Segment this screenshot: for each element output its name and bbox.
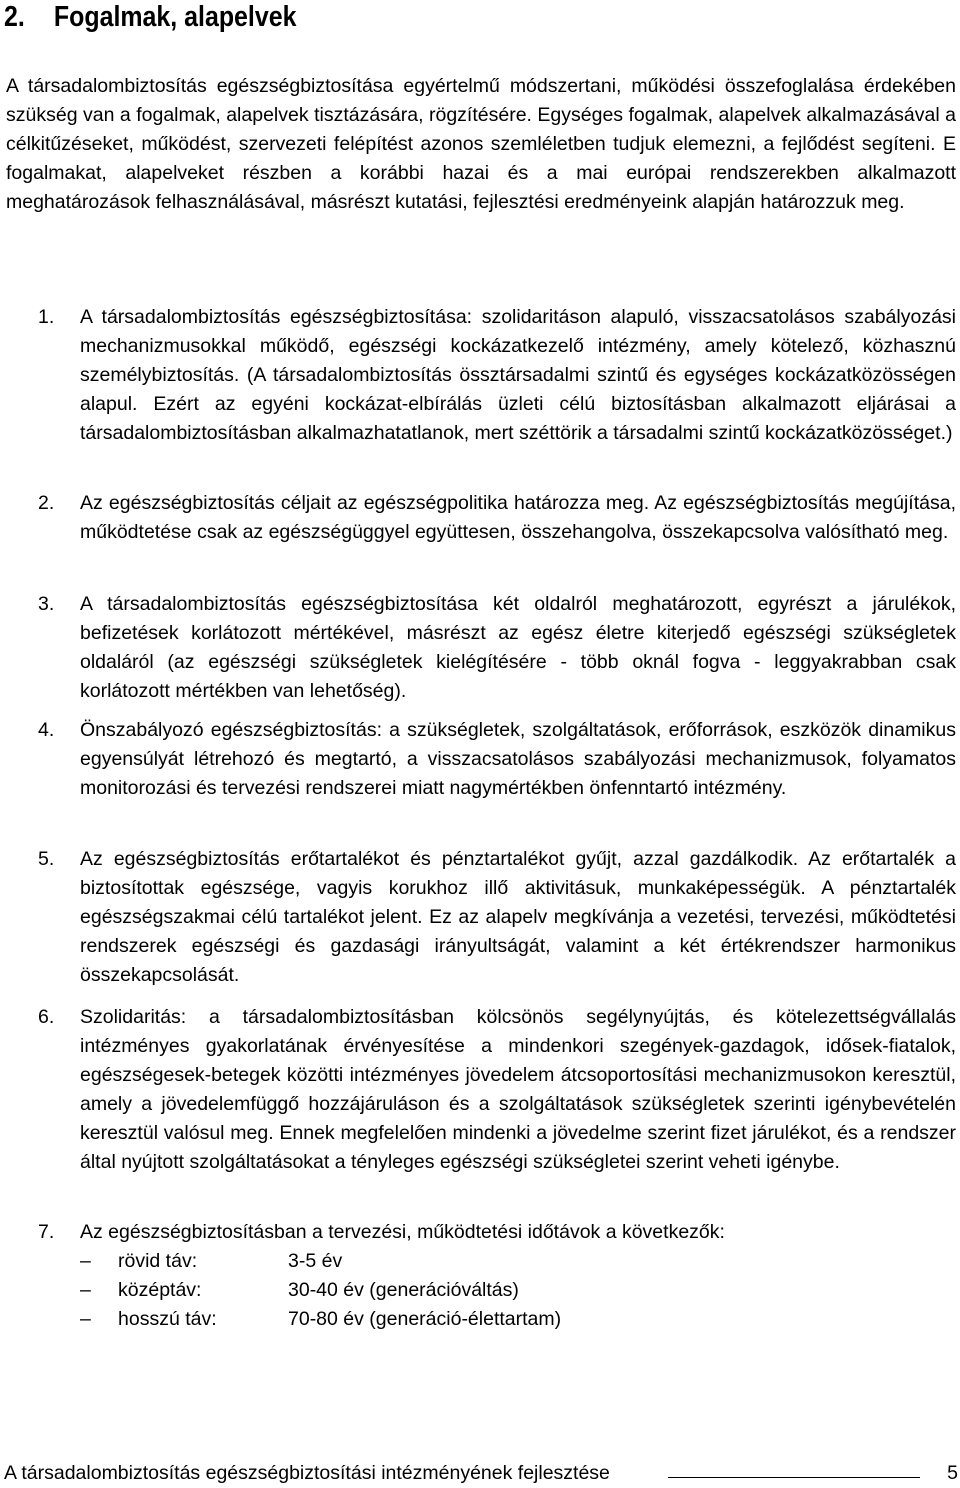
section-number: 2. [4, 1, 25, 33]
dash-bullet: – [80, 1279, 91, 1301]
list-item-number: 5. [38, 848, 55, 870]
list-item-text: Az egészségbiztosításban a tervezési, működtetési időtávok a következők: [80, 1221, 725, 1243]
section-heading [4, 0, 296, 34]
list-item-text: Az egészségbiztosítás erőtartalékot és pénztartalékot gyűjt, azzal gazdálkodik. Az erőtartalék a biztosítottak egészsége, vagyis korukhoz illő aktivitásuk, munkaképességük. A pénztartalék egészségszakmai célú tartalékot jelent. Ez az alapelv megkívánja a vezetési, tervezési, működtetési rendszerek egészségi és gazdasági irányultságát, valamint a két értékrendszer harmonikus összekapcsolását. [80, 848, 956, 986]
dash-bullet: – [80, 1250, 91, 1272]
list-item-text: Önszabályozó egészségbiztosítás: a szükségletek, szolgáltatások, erőforrások, eszközök dinamikus egyensúlyát létrehozó és megtartó, a visszacsatolásos szabályozási mechanizmusok, folyamatos monitorozási és tervezési rendszerei miatt nagymértékben önfenntartó intézmény. [80, 719, 956, 799]
list-item-text: A társadalombiztosítás egészségbiztosítása két oldalról meghatározott, egyrészt a járulékok, befizetések korlátozott mértékével, másrészt az egész életre kiterjedő egészségi szükségletek oldaláról (az egészségi szükségletek kielégítésére - több oknál fogva - leggyakrabban csak korlátozott mértékben van lehetőség). [80, 593, 956, 702]
time-horizon-term: rövid táv: [118, 1250, 198, 1272]
section-title: Fogalmak, alapelvek [53, 1, 297, 33]
time-horizon-value: 3-5 év [288, 1250, 343, 1272]
intro-paragraph: A társadalombiztosítás egészségbiztosítása egyértelmű módszertani, működési összefoglalása érdekében szükség van a fogalmak, alapelvek tisztázására, rögzítésére. Egységes fogalmak, alapelvek alkalmazásával a célkitűzéseket, működést, szervezeti felépítést azonos szemléletben tudjuk elemezni, a fejlődést segíteni. E fogalmakat, alapelveket részben a korábbi hazai és a mai európai rendszerekben alkalmazott meghatározások felhasználásával, másrészt kutatási, fejlesztési eredményeink alapján határozzuk meg. [6, 75, 956, 213]
list-item-number: 2. [38, 492, 55, 514]
list-item-text: Az egészségbiztosítás céljait az egészségpolitika határozza meg. Az egészségbiztosítás megújítása, működtetése csak az egészségüggyel együttesen, összehangolva, összekapcsolva valósítható meg. [80, 492, 956, 543]
time-horizon-term: középtáv: [118, 1279, 202, 1301]
page-number: 5 [947, 1462, 958, 1484]
list-item-text: A társadalombiztosítás egészségbiztosítása: szolidaritáson alapuló, visszacsatolásos szabályozási mechanizmusokkal működő, egészségi kockázatkezelő intézmény, amely kötelező, közhasznú személybiztosítás. (A társadalombiztosítás össztársadalmi szintű és egységes kockázatközösségen alapul. Ezért az egyéni kockázat-elbírálás üzleti célú biztosításban alkalmazott eljárásai a társadalombiztosításban alkalmazhatatlanok, mert széttörik a társadalmi szintű kockázatközösséget.) [80, 306, 956, 444]
list-item-number: 6. [38, 1006, 55, 1028]
list-item-number: 3. [38, 593, 55, 615]
list-item-text: Szolidaritás: a társadalombiztosításban kölcsönös segélynyújtás, és kötelezettségvállalás intézményes gyakorlatának érvényesítése a mindenkori szegények-gazdagok, idősek-fiatalok, egészségesek-betegek közötti intézményes jövedelem átcsoportosítási mechanizmusokon keresztül, amely a jövedelemfüggő hozzájáruláson és a szolgáltatások szükségletek szerinti igénybevételén keresztül valósul meg. Ennek megfelelően mindenki a jövedelme szerint fizet járulékot, és a rendszer által nyújtott szolgáltatásokat a tényleges egészségi szükségletei szerint veheti igénybe. [80, 1006, 956, 1173]
dash-bullet: – [80, 1308, 91, 1330]
footer-title: A társadalombiztosítás egészségbiztosítási intézményének fejlesztése [4, 1462, 610, 1484]
time-horizon-term: hosszú táv: [118, 1308, 217, 1330]
list-item-number: 1. [38, 306, 55, 328]
time-horizon-value: 70-80 év (generáció-élettartam) [288, 1308, 562, 1330]
time-horizon-value: 30-40 év (generációváltás) [288, 1279, 519, 1301]
list-item-number: 4. [38, 719, 55, 741]
footer-rule [668, 1477, 920, 1478]
list-item-number: 7. [38, 1221, 55, 1243]
page-footer [4, 1458, 958, 1488]
